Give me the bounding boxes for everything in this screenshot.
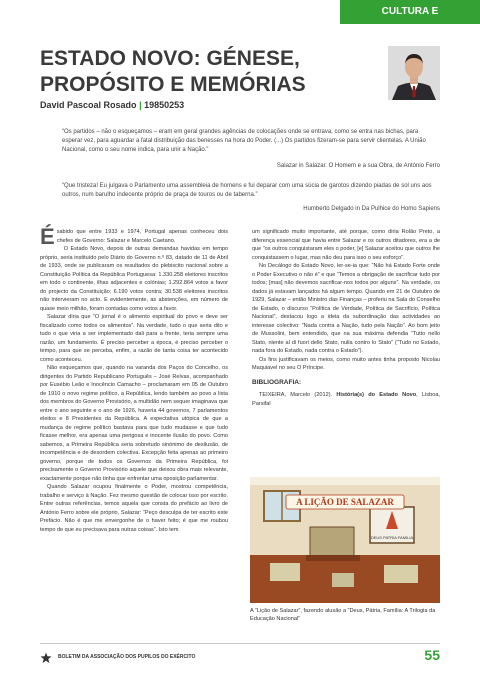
painting-sign-text: A LIÇÃO DE SALAZAR <box>296 497 394 507</box>
bibliography-publisher: , Lisboa, Parsifal <box>252 392 440 407</box>
bibliography-entry <box>252 391 440 408</box>
body-right-column <box>252 228 440 408</box>
figure-licao-de-salazar <box>250 477 440 603</box>
epigraph-quote-2: “Que tristeza! Eu julgava o Parlamento uma assembleia de homens e fui deparar com uma súcia de garotos dizendo piadas de sol uns aos outros, num barulho indecente próprio de praça de touros ou de taberna.” <box>62 183 432 198</box>
body-paragraph: Quando Salazar ocupou finalmente o Poder, mostrou competência, trabalho e serviço à Nação. Fez mesmo questão de colocar isso por escrito. Entre outras referências, temos aquela que consta do prefácio ao livro de António Ferro sobre ele próprio, Salazar: “Peço desculpa de ter escrito este Prefácio. Não é que me envergonhe de o haver feito; é que me roubou tempo de que eu precisava para outras coisas”. Isto tem <box>40 484 228 533</box>
classroom-painting <box>250 477 440 603</box>
author-separator: | <box>139 100 142 110</box>
author-photo <box>388 46 440 100</box>
body-paragraph: Não esqueçamos que, quando na varanda dos Paços do Concelho, os dirigentes do Partido Republicano Português – José Relvas, acompanhado por Eusébio Leão e Inocêncio Camacho – proclamaram em 05 de Outubro de 1910 o novo regime político, a República, lendo também ao povo a lista dos membros do Governo Provisório, a multidão nem sequer imaginava que entre o ano seguinte e o ano de 1926, haveria 44 governos, 7 parlamentos eleitos e 8 Presidentes da República. A expectativa utópica de que a mudança de regime político bastava para que tudo mudasse e que tudo ficasse melhor, era apenas uma perigosa e inocente ilusão do povo. Como sabemos, a Primeira República seria sobretudo sinónimo de desilusão, de incompetência e de desordem colectiva. Excepção feita apenas ao primeiro governo, porque de todos os Governos da Primeira República, foi precisamente o Governo Provisório aquele que deixou obra mais relevante, exactamente porque não tinha que enfrentar uma oposição parlamentar. <box>40 365 228 482</box>
body-paragraph: um significado muito importante, até porque, como diria Rolão Preto, a diferença essencial que havia entre Salazar e os outros ditadores, era a de que “os outros conquistaram eles o poder, [e] Salazar aceitou que outros lhe conquistassem o lugar, mas não deu para isso o seu esforço”. <box>252 229 440 261</box>
epigraph-quote-1: “Os partidos – não o esqueçamos – eram em geral grandes agências de colocações onde se entrava, como se entra nas bichas, para esperar vez, para aguardar a fatal distribuição das benesses na hora do Poder. (...) Os partidos fizeram-se para servir clientelas. A União Nacional, como o seu nome indica, para unir a Nação.” <box>62 129 426 153</box>
bibliography-author: TEIXEIRA, Marcelo (2012). <box>259 392 333 398</box>
figure-caption: A “Lição de Salazar”, fazendo alusão a “Deus, Pátria, Família: A Trilogia da Educação Nacional” <box>250 608 436 622</box>
author-portrait-illustration <box>388 46 440 100</box>
body-text: sabido que entre 1933 e 1974, Portugal apenas conheceu dois chefes de Governo: Salazar e Marcelo Caetano. <box>56 229 228 244</box>
epigraph-attribution-2: Humberto Delgado in Da Pulhice do Homo Sapiens <box>303 206 440 212</box>
body-paragraph: O Estado Novo, depois de outras demandas havidas em tempo próprio, seria instituído pelo Diário do Governo n.º 83, datado de 11 de Abril de 1933, onde se publicaram os resultados do plebiscito nacional sobre a Constituição Política da República Portuguesa: 1.330.258 eleitores inscritos em todo o continente, ilhas adjacentes e colónias; 1.292.864 votos a favor do projecto da Constituição; 6.190 votos contra; 30.538 eleitores inscritos não intervieram no acto. E evidentemente, as abstenções, em número de quase meio milhão, foram contadas como votos a favor. <box>40 246 228 312</box>
author-name: David Pascoal Rosado <box>40 100 137 110</box>
drop-cap: É <box>40 224 55 249</box>
bibliography-heading: BIBLIOGRAFIA: <box>252 378 302 386</box>
body-paragraph: Os fins justificavam os meios, como muito antes tinha proposto Nicolau Maquiavel no seu O Príncipe. <box>252 356 440 371</box>
body-paragraph: No Decálogo do Estado Novo, ler-se-ia que: “Não há Estado Forte onde o Poder Executivo o não é” e que “Temos a obrigação de sacrificar tudo por todos; [mas] não devemos sacrificar-nos todos por alguns”. Na verdade, os dados já estavam lançados há algum tempo. Quando em 21 de Outubro de 1929, Salazar – então Ministro das Finanças – proferiu na Sala do Conselho de Estado, o discurso “Política de Verdade, Política de Sacrifício, Política Nacional”, destacou logo a ideia da subordinação das actividades ao interesse colectivo: “Nada contra a Nação, tudo pela Nação”. Ao bom jeito de Mussolini, bem entendido, que na sua máxima defendia “Tutto nello Stato, niente al di fuori dello Stato, nulla contro lo Stato” (“Tudo no Estado, nada fora do Estado, nada contra o Estado”). <box>252 263 440 354</box>
body-paragraph <box>40 224 228 249</box>
footer-divider <box>40 643 440 644</box>
body-paragraph: Salazar diria que “O jornal é o alimento espiritual do povo e deve ser fiscalizado como todos os alimentos”. Na verdade, tudo o que seria dito e tudo o que viria a ser implementado dali para a frente, teria sempre uma razão, um fundamento. É preciso perceber a época, é preciso perceber o tempo, para que se perceba, enfim, a razão de tanta coisa ter acontecido como aconteceu. <box>40 314 228 363</box>
body-left-column <box>40 224 228 534</box>
page-number: 55 <box>424 647 440 663</box>
author-number: 19850253 <box>144 100 185 110</box>
poster-text: DEUS PATRIA FAMILIA <box>370 535 414 540</box>
section-label: CULTURA E CONHECIMENTO <box>340 0 480 24</box>
epigraph-attribution-1: Salazar in Salazar. O Homem e a sua Obra, de António Ferro <box>276 163 440 169</box>
author-byline <box>40 100 184 110</box>
article-title: ESTADO NOVO: GÉNESE, PROPÓSITO E MEMÓRIAS <box>40 47 306 96</box>
bibliography-work: História(s) do Estado Novo <box>336 392 417 398</box>
publication-name: BOLETIM DA ASSOCIAÇÃO DOS PUPILOS DO EXÉRCITO <box>58 654 196 660</box>
association-logo-icon <box>40 651 52 663</box>
